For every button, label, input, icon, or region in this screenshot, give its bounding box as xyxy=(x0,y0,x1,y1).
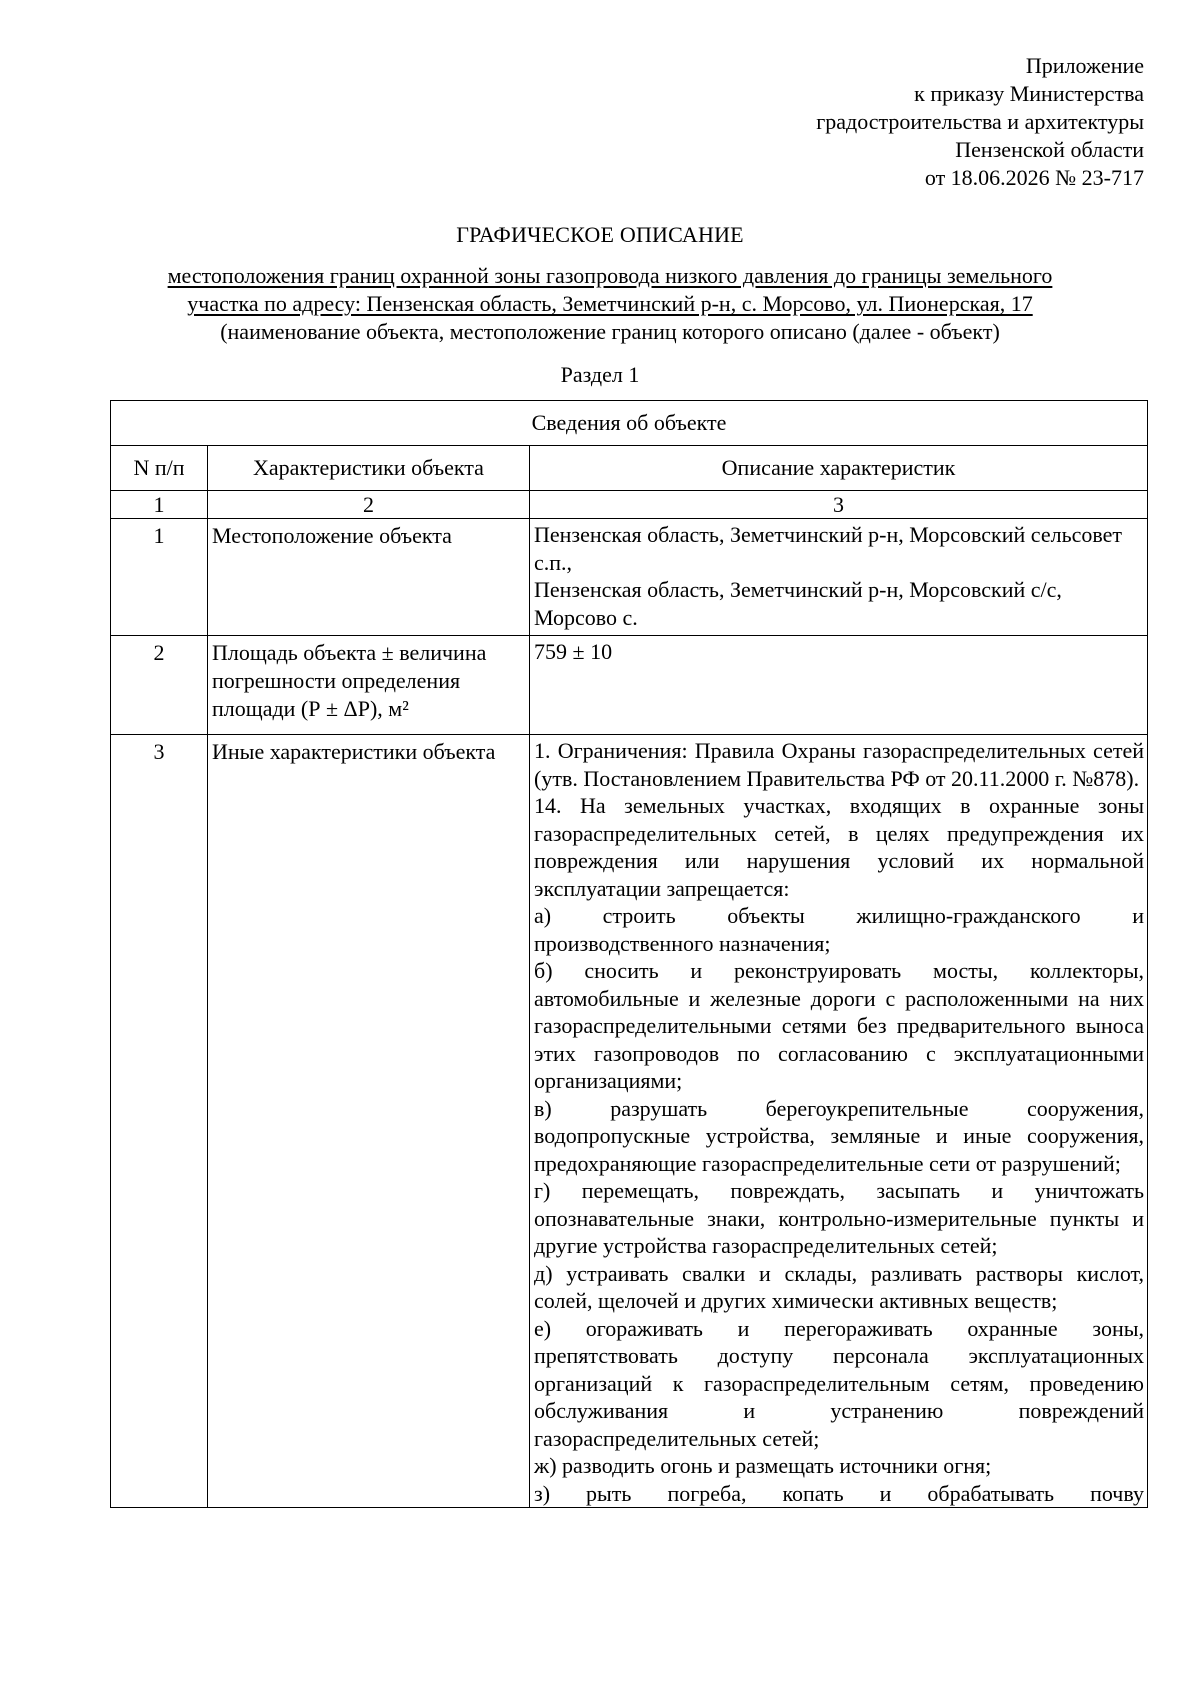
subject-caption: (наименование объекта, местоположение границ которого описано (далее - объект) xyxy=(220,319,1000,344)
description-paragraph: 759 ± 10 xyxy=(534,639,613,664)
description-paragraph: ж) разводить огонь и размещать источники огня; xyxy=(534,1453,992,1478)
index-cell: 2 xyxy=(208,491,530,519)
description-paragraph: 14. На земельных участках, входящих в охранные зоны газораспределительных сетей, в целях предупреждения их повреждения или нарушения условий их нормальной эксплуатации запрещается: xyxy=(534,793,1144,901)
section-label: Раздел 1 xyxy=(560,362,640,387)
row-description xyxy=(530,735,1148,1508)
approval-line: к приказу Министерства xyxy=(914,81,1144,106)
subject-line: участка по адресу: Пензенская область, Земетчинский р-н, с. Морсово, ул. Пионерская, 17 xyxy=(187,291,1033,316)
index-cell: 3 xyxy=(530,491,1148,519)
row-characteristic-text: Местоположение объекта xyxy=(212,523,452,548)
row-description-text xyxy=(530,636,1147,666)
row-number-text: 2 xyxy=(153,640,165,665)
row-characteristic xyxy=(208,519,530,636)
row-number xyxy=(111,519,208,636)
approval-line: Приложение xyxy=(1025,53,1144,78)
row-number xyxy=(111,636,208,735)
row-description-text xyxy=(530,735,1147,1507)
description-paragraph: в) разрушать берегоукрепительные сооружения, водопропускные устройства, земляные и иные сооружения, предохраняющие газораспределительные сети от разрушений; xyxy=(534,1095,1144,1176)
description-paragraph: Пензенская область, Земетчинский р-н, Морсовский с/с, Морсово с. xyxy=(534,577,1062,630)
subject-line: местоположения границ охранной зоны газопровода низкого давления до границы земельного xyxy=(167,263,1053,288)
table-column-header-row xyxy=(111,446,1148,491)
description-paragraph: д) устраивать свалки и склады, разливать растворы кислот, солей, щелочей и других химически активных веществ; xyxy=(534,1260,1144,1313)
description-paragraph: з) рыть погреба, копать и обрабатывать почву xyxy=(534,1480,1144,1506)
description-paragraph: е) огораживать и перегораживать охранные зоны, препятствовать доступу персонала эксплуатационных организаций к газораспределительным сетям, проведению обслуживания и устранению повреждений газораспределительных сетей; xyxy=(534,1315,1144,1451)
column-header-num: N п/п xyxy=(111,446,208,491)
table-row xyxy=(111,636,1148,735)
table-row xyxy=(111,735,1148,1508)
object-subject xyxy=(110,262,1110,346)
row-number-text: 1 xyxy=(153,523,165,548)
description-paragraph: б) сносить и реконструировать мосты, коллекторы, автомобильные и железные дороги с расположенными на них газораспределительными сетями без предварительного выноса этих газопроводов по согласованию с эксплуатационными организациями; xyxy=(534,958,1144,1093)
table-heading-row xyxy=(111,401,1148,446)
row-characteristic-text: Площадь объекта ± величина погрешности определения площади (Р ± ΔР), м² xyxy=(212,640,487,721)
approval-block xyxy=(816,52,1144,192)
row-characteristic-text: Иные характеристики объекта xyxy=(212,739,496,764)
description-paragraph: 1. Ограничения: Правила Охраны газораспределительных сетей (утв. Постановлением Правительства РФ от 20.11.2000 г. №878). xyxy=(534,738,1144,791)
row-number xyxy=(111,735,208,1508)
row-description xyxy=(530,519,1148,636)
table-row xyxy=(111,519,1148,636)
column-header-description: Описание характеристик xyxy=(530,446,1148,491)
description-paragraph: а) строить объекты жилищно-гражданского и производственного назначения; xyxy=(534,903,1144,956)
row-characteristic xyxy=(208,735,530,1508)
row-number-text: 3 xyxy=(153,739,165,764)
row-description xyxy=(530,636,1148,735)
row-description-text xyxy=(530,519,1147,631)
approval-line: градостроительства и архитектуры xyxy=(816,109,1144,134)
row-characteristic xyxy=(208,636,530,735)
index-cell: 1 xyxy=(111,491,208,519)
approval-line: Пензенской области xyxy=(955,137,1144,162)
object-info-table xyxy=(110,400,1148,1508)
table-index-row xyxy=(111,491,1148,519)
column-header-characteristics: Характеристики объекта xyxy=(208,446,530,491)
document-title: ГРАФИЧЕСКОЕ ОПИСАНИЕ xyxy=(456,222,744,247)
table-heading: Сведения об объекте xyxy=(111,401,1148,446)
description-paragraph: г) перемещать, повреждать, засыпать и уничтожать опознавательные знаки, контрольно-измерительные пункты и другие устройства газораспределительных сетей; xyxy=(534,1178,1144,1258)
approval-date-number: от 18.06.2026 № 23-717 xyxy=(924,165,1144,190)
description-paragraph: Пензенская область, Земетчинский р-н, Морсовский сельсовет с.п., xyxy=(534,522,1123,575)
